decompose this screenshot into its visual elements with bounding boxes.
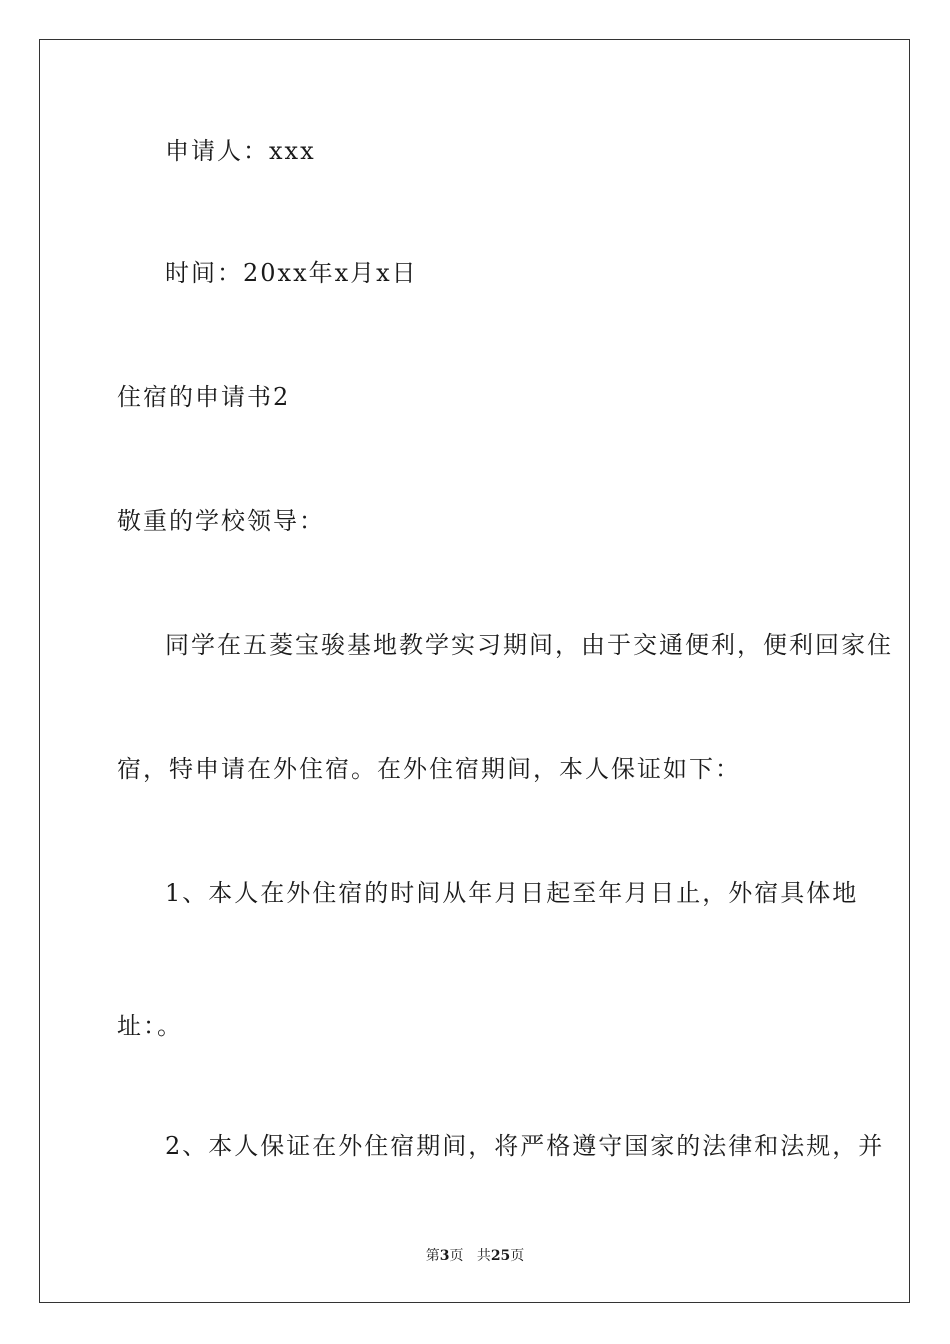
applicant-line: 申请人：xxx xyxy=(165,137,316,165)
paragraph-line: 宿，特申请在外住宿。在外住宿期间，本人保证如下： xyxy=(117,755,741,783)
paragraph-line: 1、本人在外住宿的时间从年月日起至年月日止，外宿具体地 xyxy=(165,879,859,907)
footer-total-prefix: 共 xyxy=(476,1248,491,1264)
paragraph-line: 同学在五菱宝骏基地教学实习期间，由于交通便利，便利回家住 xyxy=(165,631,893,659)
footer-prefix: 第 xyxy=(425,1248,440,1264)
page-border xyxy=(39,39,910,1303)
page-footer xyxy=(0,1247,950,1265)
date-line: 时间：20xx年x月x日 xyxy=(165,259,418,287)
paragraph-line: 址：。 xyxy=(117,1012,183,1040)
section-title: 住宿的申请书2 xyxy=(117,383,291,411)
paragraph-line: 2、本人保证在外住宿期间，将严格遵守国家的法律和法规，并 xyxy=(165,1132,885,1160)
footer-page-suffix: 页 xyxy=(449,1248,464,1264)
footer-total-pages: 25 xyxy=(490,1248,511,1264)
footer-page-number: 3 xyxy=(439,1248,450,1264)
footer-total-suffix: 页 xyxy=(510,1248,525,1264)
salutation: 敬重的学校领导： xyxy=(117,507,325,535)
